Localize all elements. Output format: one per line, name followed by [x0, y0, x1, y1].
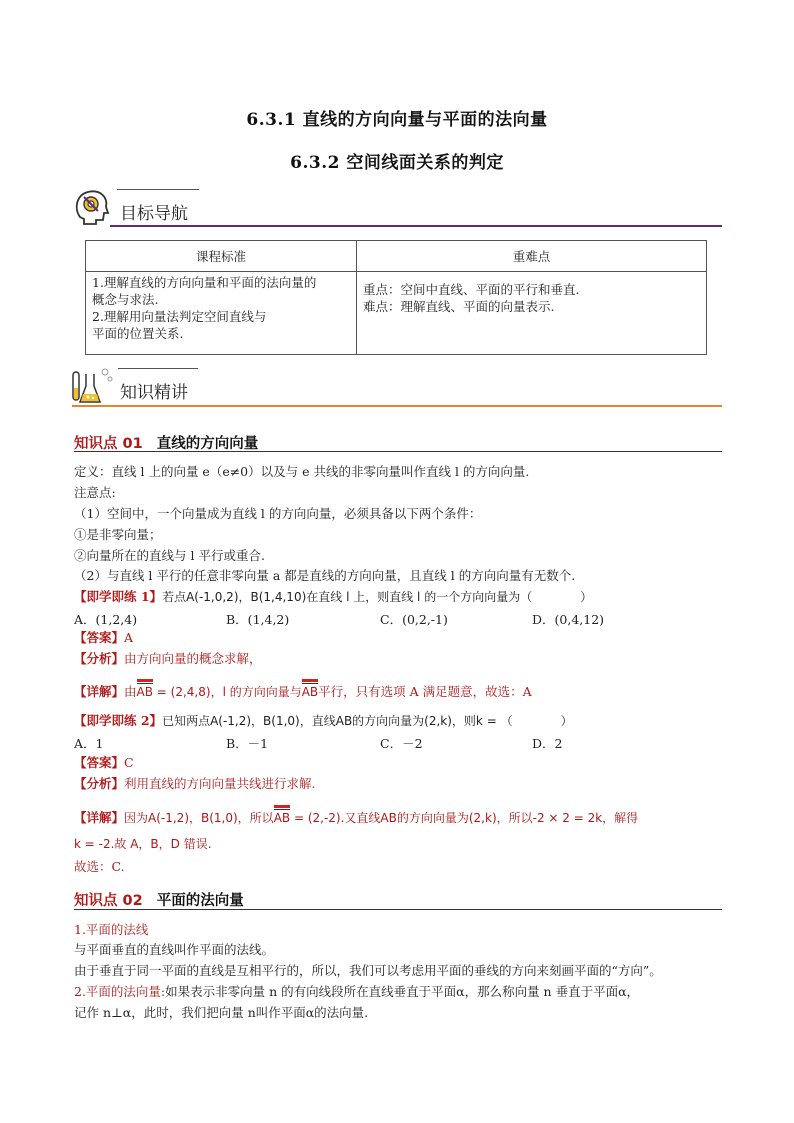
note-item: （2）与直线 l 平行的任意非零向量 a 都是直线的方向向量，且直线 l 的方向向量有无数个.: [74, 568, 576, 583]
table-header-standard: 课程标准: [86, 241, 357, 272]
note-subitem: ②向量所在的直线与 l 平行或重合.: [74, 548, 265, 563]
analysis-line: [74, 651, 262, 667]
analysis-text: 利用直线的方向向量共线进行求解.: [124, 776, 316, 791]
options-row: [74, 734, 714, 750]
body-text: 记作 n⊥α，此时，我们把向量 n叫作平面α的法向量.: [74, 1005, 369, 1020]
question-text: 若点A(-1,0,2)，B(1,4,10)在直线 l 上，则直线 l 的一个方向向量为（ ）: [162, 590, 593, 604]
knowledge-point-number: 知识点 02: [74, 893, 143, 909]
vector-ab: AB: [136, 685, 153, 699]
answer-value: A: [124, 630, 134, 645]
analysis-line: [74, 776, 316, 792]
body-text: [74, 984, 639, 1000]
goal-table: [85, 240, 707, 355]
page-title: 6.3.1 直线的方向向量与平面的法向量: [246, 110, 548, 130]
note-label: 注意点:: [74, 485, 116, 500]
final-choice: 故选：C.: [74, 859, 125, 874]
analysis-tag: 【分析】: [74, 776, 125, 791]
option-b: B．(1,4,2): [226, 612, 290, 627]
analysis-tag: 【分析】: [74, 651, 125, 666]
lab-flask-icon: [70, 366, 114, 406]
answer-tag: 【答案】: [74, 755, 125, 770]
option-d: D．2: [532, 736, 563, 751]
option-a: A．(1,2,4): [74, 612, 138, 627]
exercise-question: [74, 713, 573, 729]
option-d: D．(0,4,12): [532, 612, 605, 627]
table-header-keypoints: 重难点: [357, 241, 707, 272]
options-row: [74, 610, 714, 626]
answer-line: [74, 630, 133, 646]
answer-value: C: [124, 755, 134, 770]
detail-continuation: k = -2.故 A，B，D 错误.: [74, 837, 212, 851]
knowledge-point-heading: [74, 889, 244, 910]
subheading: 2.平面的法向量:: [74, 984, 166, 999]
section-rule-goal: [110, 225, 722, 227]
exercise-tag: 【即学即练 2】: [74, 713, 163, 728]
heading-underline: [74, 909, 722, 910]
vector-ab: AB: [301, 685, 319, 699]
standard-line: 概念与求法.: [92, 292, 159, 307]
section-rule-top: [118, 368, 198, 369]
table-cell-keypoints: [357, 272, 707, 355]
subheading: 1.平面的法线: [74, 922, 149, 937]
table-cell-standard: [86, 272, 357, 355]
standard-line: 1.理解直线的方向向量和平面的法向量的: [92, 275, 317, 290]
note-subitem: ①是非零向量；: [74, 527, 162, 542]
question-text: 已知两点A(-1,2)，B(1,0)，直线AB的方向向量为(2,k)，则k = （ ）: [162, 714, 573, 728]
answer-tag: 【答案】: [74, 630, 125, 645]
heading-underline: [74, 451, 722, 452]
option-b: B．－1: [226, 736, 269, 751]
answer-line: [74, 755, 134, 771]
option-c: C．－2: [380, 736, 423, 751]
exercise-tag: 【即学即练 1】: [74, 589, 163, 604]
detail-text: = (2,4,8)，l 的方向向量与: [152, 685, 302, 699]
knowledge-point-heading: [74, 432, 258, 453]
note-item: （1）空间中，一个向量成为直线 l 的方向向量，必须具备以下两个条件：: [74, 506, 482, 521]
section-title-goal: 目标导航: [120, 204, 188, 224]
knowledge-point-name: 直线的方向向量: [156, 436, 259, 452]
detail-line: [74, 684, 532, 700]
section-rule-top: [117, 189, 199, 190]
exercise-question: [74, 589, 592, 605]
vector-ab: AB: [273, 811, 291, 825]
detail-text: 由: [124, 684, 137, 699]
analysis-text: 由方向向量的概念求解，: [124, 651, 262, 666]
brain-target-icon: [72, 187, 112, 227]
knowledge-point-name: 平面的法向量: [156, 893, 244, 909]
section-title-knowledge: 知识精讲: [120, 383, 188, 403]
standard-line: 2.理解用向量法判定空间直线与: [92, 309, 267, 324]
detail-tag: 【详解】: [74, 810, 125, 825]
detail-line: [74, 810, 638, 826]
option-c: C．(0,2,-1): [380, 612, 448, 627]
body-text: 由于垂直于同一平面的直线是互相平行的，所以，我们可以考虑用平面的垂线的方向来刻画平面的“方向”。: [74, 963, 662, 978]
body-text: 如果表示非零向量 n 的有向线段所在直线垂直于平面α，那么称向量 n 垂直于平面α，: [165, 984, 640, 999]
option-a: A．1: [74, 736, 104, 751]
detail-text: 因为A(-1,2)，B(1,0)，所以: [124, 811, 274, 825]
keypoint-line: 重点：空间中直线、平面的平行和垂直.: [363, 282, 580, 297]
body-text: 与平面垂直的直线叫作平面的法线。: [74, 942, 275, 957]
definition-text: 定义：直线 l 上的向量 e（e≠0）以及与 e 共线的非零向量叫作直线 l 的方向向量.: [74, 464, 530, 479]
keypoint-line: 难点：理解直线、平面的向量表示.: [363, 299, 555, 314]
page-subtitle: 6.3.2 空间线面关系的判定: [290, 153, 504, 173]
knowledge-point-number: 知识点 01: [74, 436, 143, 452]
detail-tag: 【详解】: [74, 684, 125, 699]
detail-text: = (2,-2).又直线AB的方向向量为(2,k)，所以-2 × 2 = 2k，解得: [290, 811, 639, 825]
standard-line: 平面的位置关系.: [92, 326, 184, 341]
detail-text: 平行，只有选项 A 满足题意，故选：A: [318, 684, 532, 699]
section-rule-knowledge: [72, 405, 722, 407]
